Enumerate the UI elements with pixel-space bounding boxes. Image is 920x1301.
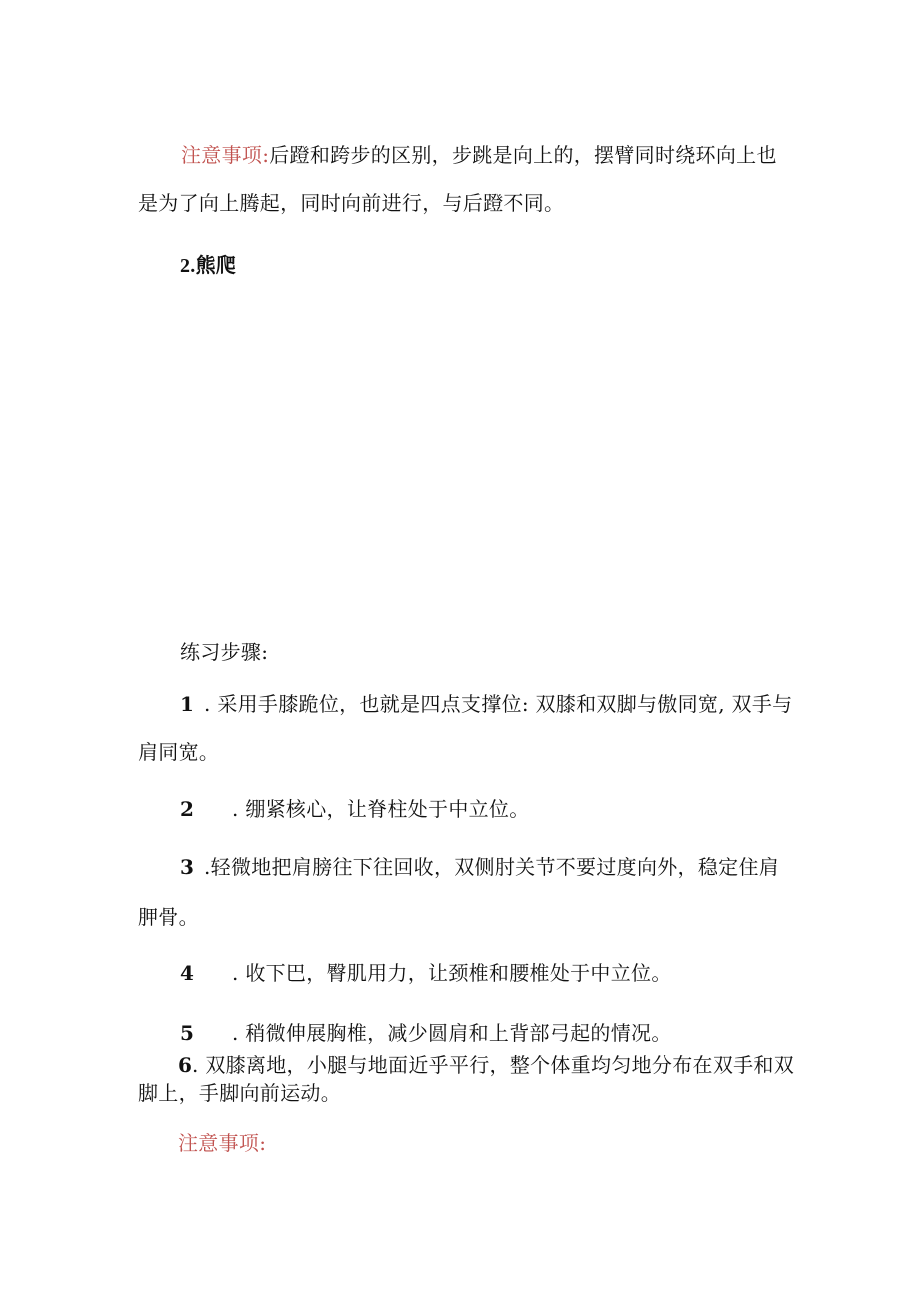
step-text: .轻微地把肩膀往下往回收，双侧肘关节不要过度向外，稳定住肩 (204, 855, 780, 879)
step-number: 3 (180, 855, 195, 879)
step-6-line-1 (178, 1053, 794, 1077)
intro-note-line-1 (181, 143, 777, 167)
step-text: . 绷紧核心，让脊柱处于中立位。 (232, 797, 530, 821)
step-6-line-2: 脚上，手脚向前运动。 (138, 1081, 341, 1105)
step-text: . 双膝离地，小腿与地面近乎平行，整个体重均匀地分布在双手和双 (192, 1053, 795, 1077)
note-label: 注意事项: (181, 143, 270, 167)
step-number: 6 (178, 1053, 193, 1077)
step-1-line-1 (180, 692, 792, 716)
step-text: . 收下巴，臀肌用力，让颈椎和腰椎处于中立位。 (232, 961, 672, 985)
section-heading: 2.熊爬 (180, 255, 237, 277)
steps-title: 练习步骤: (180, 640, 269, 664)
step-3-line-1 (180, 855, 779, 879)
step-number: 5 (180, 1021, 195, 1045)
step-number: 4 (180, 961, 195, 985)
step-text: . 采用手膝跪位，也就是四点支撑位: 双膝和双脚与傲同宽, 双手与 (204, 692, 793, 716)
step-3-line-2: 胛骨。 (138, 905, 199, 929)
step-1-line-2: 肩同宽。 (138, 740, 220, 764)
step-2-line-1 (180, 797, 530, 821)
step-number: 2 (180, 797, 195, 821)
intro-note-text-1: 后蹬和跨步的区别，步跳是向上的，摆臂同时绕环向上也 (269, 143, 777, 167)
step-text: . 稍微伸展胸椎，减少圆肩和上背部弓起的情况。 (232, 1021, 672, 1045)
intro-note-line-2: 是为了向上腾起，同时向前进行，与后蹬不同。 (138, 191, 565, 215)
step-number: 1 (180, 692, 195, 716)
step-4-line-1 (180, 961, 672, 985)
step-5-line-1 (180, 1021, 672, 1045)
closing-note-label: 注意事项: (178, 1131, 267, 1155)
